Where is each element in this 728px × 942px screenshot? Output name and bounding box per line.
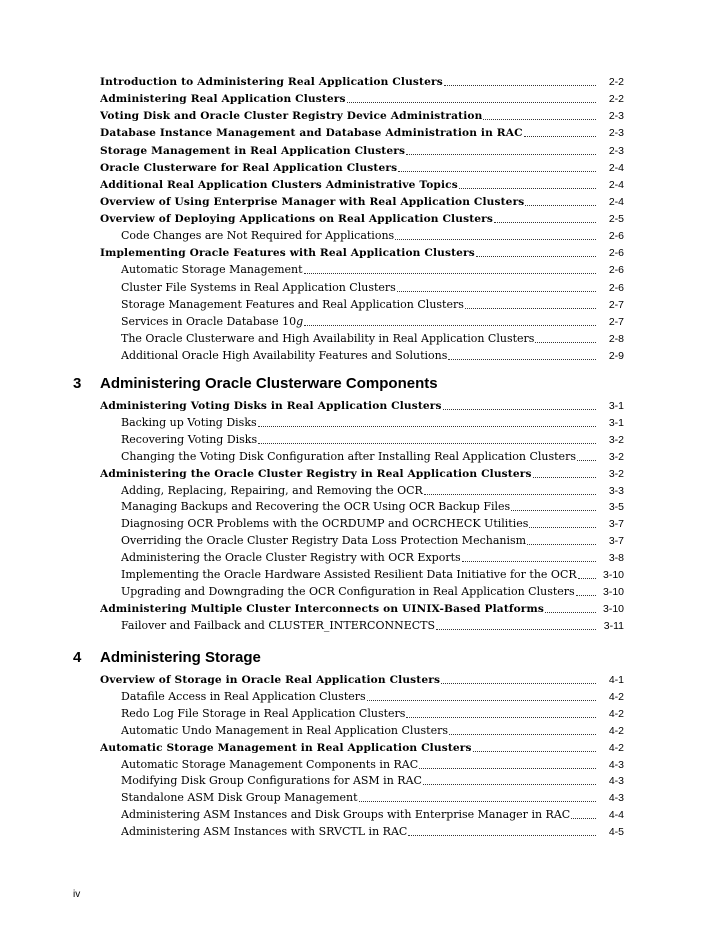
toc-page-number: 2-8 — [608, 332, 624, 345]
toc-entry-title: Code Changes are Not Required for Applications — [121, 229, 395, 243]
toc-page-number: 3-2 — [608, 433, 624, 446]
toc-entry-title: Overriding the Oracle Cluster Registry Data Loss Protection Mechanism — [121, 534, 527, 548]
toc-page-number: 2-7 — [608, 315, 624, 328]
toc-entry[interactable] — [100, 178, 624, 192]
toc-page-number: 3-10 — [602, 602, 624, 615]
toc-entry[interactable] — [100, 246, 624, 260]
toc-entry-title: Cluster File Systems in Real Application Clusters — [121, 280, 396, 294]
toc-entry-title: Database Instance Management and Database Administration in RAC — [100, 127, 523, 140]
toc-page-number: 3-10 — [602, 585, 624, 598]
toc-entry[interactable] — [121, 281, 624, 295]
toc-entry-title: Administering Multiple Cluster Interconnects on UINIX-Based Platforms — [100, 602, 544, 615]
toc-page-number: 3-2 — [608, 450, 624, 463]
toc-page-number: 2-7 — [608, 298, 624, 311]
dot-leader — [304, 324, 596, 326]
dot-leader — [483, 118, 596, 120]
toc-entry[interactable] — [121, 808, 624, 822]
toc-entry[interactable] — [121, 534, 624, 548]
toc-page-number: 4-2 — [608, 690, 624, 703]
toc-entry-title: Redo Log File Storage in Real Application Clusters — [121, 706, 406, 720]
toc-entry-title: Introduction to Administering Real Application Clusters — [100, 76, 443, 88]
toc-entry[interactable] — [100, 144, 624, 158]
toc-entry[interactable] — [121, 825, 624, 839]
toc-entry-title: Administering Voting Disks in Real Application Clusters — [100, 400, 442, 412]
toc-entry-title: Managing Backups and Recovering the OCR Using OCR Backup Files — [121, 500, 511, 514]
toc-page-number: 2-6 — [608, 264, 624, 277]
toc-entry[interactable] — [121, 690, 624, 704]
dot-leader — [441, 682, 596, 684]
dot-leader — [347, 101, 596, 103]
toc-entry-title: Additional Real Application Clusters Administrative Topics — [100, 178, 458, 191]
chapter-title[interactable]: Administering Storage — [100, 649, 261, 666]
dot-leader — [494, 221, 596, 223]
dot-leader — [406, 716, 596, 718]
dot-leader — [367, 699, 596, 701]
toc-page-number: 2-6 — [608, 247, 624, 260]
toc-page-number: 3-1 — [608, 416, 624, 429]
dot-leader — [448, 358, 596, 360]
dot-leader — [473, 750, 596, 752]
chapter-number: 3 — [73, 375, 82, 392]
page-folio: iv — [73, 889, 81, 900]
toc-page-number: 2-6 — [608, 230, 624, 243]
toc-entry[interactable] — [121, 500, 624, 514]
toc-entry[interactable] — [100, 467, 624, 481]
dot-leader — [449, 733, 596, 735]
toc-page-number: 4-2 — [608, 741, 624, 754]
toc-page-number: 2-3 — [608, 127, 624, 140]
toc-page-number: 3-8 — [608, 552, 624, 565]
toc-page-number: 4-1 — [608, 674, 624, 686]
toc-page-number: 3-11 — [603, 619, 624, 632]
toc-entry-title: Administering the Oracle Cluster Registry with OCR Exports — [121, 551, 461, 565]
toc-entry-title: Upgrading and Downgrading the OCR Configuration in Real Application Clusters — [121, 584, 575, 598]
toc-page-number: 3-5 — [608, 501, 624, 514]
dot-leader — [443, 408, 596, 410]
toc-page-number: 3-7 — [608, 518, 624, 531]
toc-entry[interactable] — [121, 263, 624, 277]
dot-leader — [527, 543, 596, 545]
toc-page-number: 3-7 — [608, 535, 624, 548]
toc-entry-title: Modifying Disk Group Configurations for ASM in RAC — [121, 774, 422, 788]
toc-entry[interactable] — [121, 791, 624, 805]
toc-entry[interactable] — [121, 774, 624, 788]
dot-leader — [406, 153, 596, 155]
toc-entry-title: Automatic Undo Management in Real Application Clusters — [121, 723, 449, 737]
toc-entry-title: Administering ASM Instances with SRVCTL in RAC — [121, 825, 408, 839]
toc-entry-title: Administering ASM Instances and Disk Groups with Enterprise Manager in RAC — [121, 808, 571, 822]
toc-page-number: 3-2 — [608, 467, 624, 480]
toc-entry-title: Adding, Replacing, Repairing, and Removing the OCR — [121, 483, 423, 497]
toc-entry-title: Failover and Failback and CLUSTER_INTERCONNECTS — [121, 618, 436, 632]
dot-leader — [578, 577, 596, 579]
toc-entry[interactable] — [100, 92, 624, 106]
toc-entry[interactable] — [121, 450, 624, 464]
dot-leader — [359, 800, 596, 802]
dot-leader — [511, 509, 596, 511]
toc-entry-title: Changing the Voting Disk Configuration after Installing Real Application Clusters — [121, 449, 576, 463]
toc-entry[interactable] — [121, 758, 624, 772]
dot-leader — [423, 783, 596, 785]
dot-leader — [395, 238, 596, 240]
dot-leader — [535, 341, 596, 343]
dot-leader — [533, 476, 596, 478]
toc-page-number: 2-2 — [608, 76, 624, 88]
toc-entry-title: Overview of Deploying Applications on Real Application Clusters — [100, 213, 493, 226]
dot-leader — [459, 187, 596, 189]
toc-page-number: 3-1 — [608, 400, 624, 412]
toc-page-number: 4-4 — [608, 809, 624, 822]
chapter-title[interactable]: Administering Oracle Clusterware Components — [100, 375, 438, 392]
toc-entry-title: Automatic Storage Management in Real Application Clusters — [100, 741, 472, 754]
toc-entry[interactable] — [100, 161, 624, 175]
toc-entry[interactable] — [121, 551, 624, 565]
dot-leader — [258, 425, 596, 427]
toc-entry-title: Automatic Storage Management — [121, 263, 303, 277]
toc-page-number: 4-3 — [608, 792, 624, 805]
toc-entry-title: Overview of Using Enterprise Manager with Real Application Clusters — [100, 195, 525, 208]
toc-entry-title: Standalone ASM Disk Group Management — [121, 791, 358, 805]
toc-entry[interactable] — [121, 229, 624, 243]
toc-entry[interactable] — [121, 315, 624, 329]
toc-entry-title: Automatic Storage Management Components in RAC — [121, 757, 419, 771]
toc-entry[interactable] — [121, 484, 624, 498]
toc-page-number: 4-3 — [608, 775, 624, 788]
toc-entry[interactable] — [100, 399, 624, 413]
dot-leader — [436, 628, 596, 630]
toc-page-number: 2-9 — [608, 350, 624, 363]
toc-entry-title: Additional Oracle High Availability Features and Solutions — [121, 349, 448, 363]
chapter-number: 4 — [73, 649, 82, 666]
toc-entry-title: Implementing Oracle Features with Real Application Clusters — [100, 247, 475, 260]
toc-entry[interactable] — [121, 332, 624, 346]
dot-leader — [424, 493, 596, 495]
toc-entry-title: Implementing the Oracle Hardware Assisted Resilient Data Initiative for the OCR — [121, 568, 577, 581]
toc-page-number: 2-4 — [608, 161, 624, 174]
toc-entry[interactable] — [100, 212, 624, 226]
toc-entry[interactable] — [100, 741, 624, 755]
toc-entry-title: The Oracle Clusterware and High Availability in Real Application Clusters — [121, 331, 535, 345]
toc-page-number: 2-3 — [608, 144, 624, 157]
toc-page-number: 4-2 — [608, 707, 624, 720]
toc-entry[interactable] — [121, 707, 624, 721]
toc-entry-title: Oracle Clusterware for Real Application Clusters — [100, 161, 398, 174]
toc-entry[interactable] — [121, 416, 624, 430]
dot-leader — [397, 290, 596, 292]
toc-page-number: 2-2 — [608, 93, 624, 106]
toc-entry[interactable] — [100, 75, 624, 89]
toc-page-number: 2-4 — [608, 178, 624, 191]
toc-entry-title: Administering Real Application Clusters — [100, 93, 346, 106]
dot-leader — [408, 834, 596, 836]
dot-leader — [524, 135, 596, 137]
dot-leader — [419, 767, 596, 769]
dot-leader — [545, 611, 596, 613]
toc-entry[interactable] — [121, 349, 624, 363]
toc-entry-title: Administering the Oracle Cluster Registry in Real Application Clusters — [100, 467, 532, 480]
dot-leader — [476, 255, 596, 257]
toc-entry-title: Recovering Voting Disks — [121, 432, 258, 446]
dot-leader — [304, 272, 596, 274]
dot-leader — [576, 594, 596, 596]
dot-leader — [577, 459, 596, 461]
toc-entry-title: Services in Oracle Database 10g — [121, 314, 304, 328]
toc-entry[interactable] — [100, 126, 624, 140]
toc-entry[interactable] — [100, 602, 624, 616]
dot-leader — [398, 170, 596, 172]
toc-entry[interactable] — [121, 724, 624, 738]
toc-page-number: 3-3 — [608, 484, 624, 497]
toc-entry[interactable] — [121, 619, 624, 633]
toc-page-number: 2-3 — [608, 110, 624, 123]
dot-leader — [525, 204, 596, 206]
toc-entry-title: Datafile Access in Real Application Clusters — [121, 689, 366, 703]
toc-page-number: 2-6 — [608, 281, 624, 294]
dot-leader — [465, 307, 596, 309]
toc-entry[interactable] — [100, 109, 624, 123]
dot-leader — [444, 84, 596, 86]
toc-page-number: 2-5 — [608, 213, 624, 226]
toc-entry-title: Overview of Storage in Oracle Real Application Clusters — [100, 674, 441, 686]
dot-leader — [571, 817, 596, 819]
toc-entry-title: Storage Management Features and Real Application Clusters — [121, 297, 464, 311]
toc-entry-title: Backing up Voting Disks — [121, 415, 257, 429]
toc-entry[interactable] — [121, 298, 624, 312]
toc-page-number: 4-5 — [608, 826, 624, 839]
toc-entry-title: Diagnosing OCR Problems with the OCRDUMP and OCRCHECK Utilities — [121, 517, 529, 531]
dot-leader — [529, 526, 596, 528]
dot-leader — [462, 560, 596, 562]
toc-entry-title: Storage Management in Real Application Clusters — [100, 144, 406, 157]
toc-entry[interactable] — [121, 585, 624, 599]
toc-page-number: 3-10 — [602, 569, 624, 581]
dot-leader — [258, 442, 596, 444]
toc-entry[interactable] — [121, 517, 624, 531]
toc-entry-title: Voting Disk and Oracle Cluster Registry Device Administration — [100, 110, 483, 123]
toc-entry[interactable] — [100, 673, 624, 687]
toc-entry[interactable] — [121, 568, 624, 582]
toc-page-number: 2-4 — [608, 195, 624, 208]
toc-entry[interactable] — [100, 195, 624, 209]
toc-page-number: 4-2 — [608, 724, 624, 737]
toc-page-number: 4-3 — [608, 758, 624, 771]
toc-entry[interactable] — [121, 433, 624, 447]
